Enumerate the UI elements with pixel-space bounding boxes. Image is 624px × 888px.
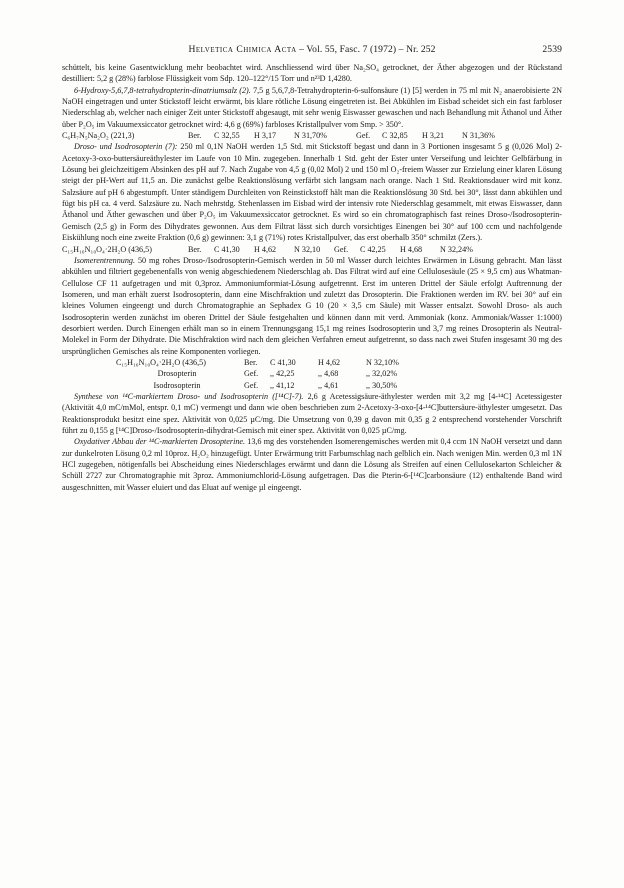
running-header (62, 44, 562, 55)
row-h: ,, 4,61 (318, 380, 339, 390)
paragraph-text: 2,6 g Acetessigsäure-äthylester werden mit 3,2 mg [4-¹⁴C] Acetessigester (Aktivität 4,0 mC/mMol, entspr. 0,1 mC) vermengt und dann wie oben beschrieben zum 2-Acetoxy-3-oxo-[4-¹⁴C]buttersäure-äthylester umgesetzt. Das Reaktionsprodukt besitzt eine spez. Aktivität von 0,025 µC/mg. Die Umsetzung von 0,39 g davon mit 0,35 g 2 entsprechend vorstehender Vorschrift führt zu 0,155 g [¹⁴C]Droso-/Isodrosopterin-dihydrat-Gemisch mit einer spez. Aktivität von 0,025 µC/mg. (62, 391, 562, 435)
gef-label: Gef. (334, 244, 349, 254)
section-title: Droso- und Isodrosopterin (7): (74, 142, 178, 152)
paragraph-distillation: schüttelt, bis keine Gasentwicklung mehr beobachtet wird. Anschliessend wird über Na₂SO₄ getrocknet, der Äther abgezogen und der Rückstand destilliert: 5,2 g (28%) farblose Flüssigkeit vom Sdp. 120–122°/15 Torr und n²³D 1,4280. (62, 63, 562, 84)
row-n: ,, 30,50% (366, 380, 398, 390)
gef-h: H 3,21 (422, 131, 445, 141)
paragraph-drosopterin (62, 141, 562, 243)
formula: C₁₅H₁₆N₁₀O₄·2H₂O (436,5) (62, 244, 152, 254)
row-kind: Ber. (244, 357, 258, 367)
paragraph-text: 13,6 mg des vorstehenden Isomerengemisches werden mit 0,4 ccm 1N NaOH versetzt und dann zur dunkelroten Lösung 0,2 ml 10proz. H₂O₂ hinzugefügt. Unter Erwärmung tritt Farbumschlag nach gelblich ein. Nach wenigen Min. werden 0,3 ml 1N HCl zugegeben, nötigenfalls bei Abscheidung eines Niederschlages erwärmt und dann die Lösung als Streifen auf einen Cellulosekarton Schleicher & Schüll 2727 zur Chromatographie mit 3proz. Ammoniumchlorid-Lösung aufgetragen. Das die Pterin-6-[¹⁴C]carbonsäure (12) enthaltende Band wird ausgeschnitten, mit Wasser eluiert und das Eluat auf wenige µl eingeengt. (62, 437, 562, 492)
row-label: Drosopterin (157, 369, 197, 379)
journal-name: Helvetica Chimica Acta (188, 44, 297, 55)
section-title: Synthese von ¹⁴C-markiertem Droso- und Isodrosopterin ([¹⁴C]-7). (74, 391, 304, 401)
volume-info: – Vol. 55, Fasc. 7 (1972) – Nr. 252 (296, 44, 436, 55)
row-c: C 41,30 (270, 357, 296, 367)
paragraph-abbau (62, 436, 562, 493)
row-kind: Gef. (244, 369, 259, 379)
ber-label: Ber. (188, 244, 202, 254)
gef-c: C 42,25 (360, 244, 386, 254)
gef-n: N 32,24% (440, 244, 473, 254)
gef-h: H 4,68 (400, 244, 423, 254)
row-c: ,, 42,25 (270, 369, 295, 379)
page-number: 2539 (542, 44, 562, 55)
paragraph-text: 7,5 g 5,6,7,8-Tetrahydropterin-6-sulfonsäure (1) [5] werden in 75 ml mit N₂ anaerobisierte 2N NaOH eingetragen und unter Stickstoff leicht erwärmt, bis klare rötliche Lösung eingetreten ist. Bei Abkühlen im Eisbad scheidet sich ein fast farbloser Niederschlag ab, welcher nach einiger Zeit unter Stickstoff abgesaugt, mit sehr wenig Eiswasser gewaschen und nach Behandlung mit Äthanol und Äther über P₂O₅ im Vakuumexsiccator getrocknet wird: 4,6 g (69%) farbloses Kristallpulver vom Smp. > 350°. (62, 85, 562, 129)
row-h: H 4,62 (318, 357, 341, 367)
ber-n: N 32,10 (294, 244, 321, 254)
ber-c: C 32,55 (214, 131, 240, 141)
paragraph-text: 50 mg rohes Droso-/Isodrosopterin-Gemisch werden in 50 ml Wasser durch leichtes Erwärmen in Lösung gebracht. Man lässt abkühlen und filtriert gegebenenfalls von wenig abgeschiedenem Niederschlag ab. Das Filtrat wird auf eine Cellulosesäule (25 × 9,5 cm) aus Whatman-Cellulose CF 11 aufgetragen und mit 0,3proz. Ammoniumformiat-Lösung aufgetrennt. Erst im unteren Drittel der Säule erfolgt Auftrennung der Isomeren, und man erhält zuerst Isodrosopterin, dann eine Mischfraktion und zuletzt das Drosopterin. Die Fraktionen werden im RV. bei 30° auf ein kleines Volumen eingeengt und durch Chromatographie an Sephadex G 10 (20 × 3,5 cm Säule) mit Wasser entsalzt. Sowohl Droso- als auch Isodrosopterin werden zunächst im oberen Drittel der Säule festgehalten und können dann mit verd. Ammoniak (konz. Ammoniak/Wasser 1:1000) desorbiert werden. Durch Einengen erhält man so in einem Trennungsgang 15,1 mg reines Isodrosopterin und 3,7 mg reines Drosopterin als Neutral-Molekel in Form der Dihydrate. Die Mischfraktion wird nach dem gleichen Verfahren erneut aufgetrennt, so dass nach zwei Stufen insgesamt 30 mg des ursprünglichen Gemisches als reine Komponenten vorliegen. (62, 255, 562, 356)
journal-title (102, 44, 522, 55)
row-n: N 32,10% (366, 357, 399, 367)
row-h: ,, 4,68 (318, 369, 339, 379)
gef-label: Gef. (356, 131, 371, 141)
section-title: 6-Hydroxy-5,6,7,8-tetrahydropterin-dinatriumsalz (2). (74, 85, 251, 95)
table-row (116, 368, 562, 379)
row-n: ,, 32,02% (366, 369, 398, 379)
table-row (116, 357, 562, 368)
row-label: C₁₅H₁₆N₁₀O₄·2H₂O (436,5) (116, 357, 206, 367)
ber-c: C 41,30 (214, 244, 240, 254)
elemental-analysis-2 (62, 244, 562, 255)
section-title: Oxydativer Abbau der ¹⁴C-markierten Drosopterine. (74, 437, 246, 447)
paragraph-isomerentrennung (62, 255, 562, 357)
paragraph-text: 250 ml 0,1N NaOH werden 1,5 Std. mit Stickstoff begast und dann in 3 Portionen insgesamt 5 g (0,026 Mol) 2-Acetoxy-3-oxo-buttersäureäthylester im Laufe von 10 Min. zugegeben. Innerhalb 1 Std. geht der Ester unter Verseifung und leichter Gelbfärbung in Lösung bei gleichzeitigem Absinken des pH auf 7. Nach Zugabe von 4,5 g (0,02 Mol) 2 und 150 ml O₂-freiem Wasser zur Erzielung einer klaren Lösung steigt der pH-Wert auf 11,5 an. Die zunächst gelbe Reaktionslösung verfärbt sich langsam nach orange. Nach 1 Std. Reaktionsdauer wird mit konz. Salzsäure auf pH 6 abgestumpft. Unter ständigem Durchleiten von Reinstickstoff hält man die Reaktionslösung 30 Std. bei 30°, lässt dann abkühlen und fügt bis pH ca. 4 verd. Salzsäure zu. Nach mehrstdg. Stehenlassen im Eisbad wird der intensiv rote Niederschlag gesammelt, mit etwas Eiswasser, dann Äthanol und Äther gewaschen und über P₂O₅ im Vakuumexsiccator getrocknet. Es wird so ein chromatographisch fast reines Droso-/Isodrosopterin-Gemisch (2,5 g) in Form des Dihydrates gewonnen. Aus dem Filtrat lässt sich durch vorsichtiges Einengen bei 30° auf 100 ccm und nachfolgende Eiskühlung noch eine zweite Fraktion (0,6 g) gewinnen: 3,1 g (71%) rotes Kristallpulver, das erst oberhalb 350° schmilzt (Zers.). (62, 142, 562, 243)
row-kind: Gef. (244, 380, 259, 390)
formula: C₆H₇N₅Na₂O₂ (221,3) (62, 131, 135, 141)
analysis-table (116, 357, 562, 391)
row-label: Isodrosopterin (153, 380, 201, 390)
ber-label: Ber. (188, 131, 202, 141)
paragraph-synthese (62, 391, 562, 436)
ber-h: H 3,17 (254, 131, 277, 141)
ber-n: N 31,70% (294, 131, 327, 141)
gef-n: N 31,36% (462, 131, 495, 141)
table-row (116, 380, 562, 391)
elemental-analysis-1 (62, 130, 562, 141)
gef-c: C 32,85 (382, 131, 408, 141)
ber-h: H 4,62 (254, 244, 277, 254)
row-c: ,, 41,12 (270, 380, 295, 390)
paragraph-dinatriumsalz (62, 85, 562, 130)
section-title: Isomerentrennung. (74, 255, 135, 265)
